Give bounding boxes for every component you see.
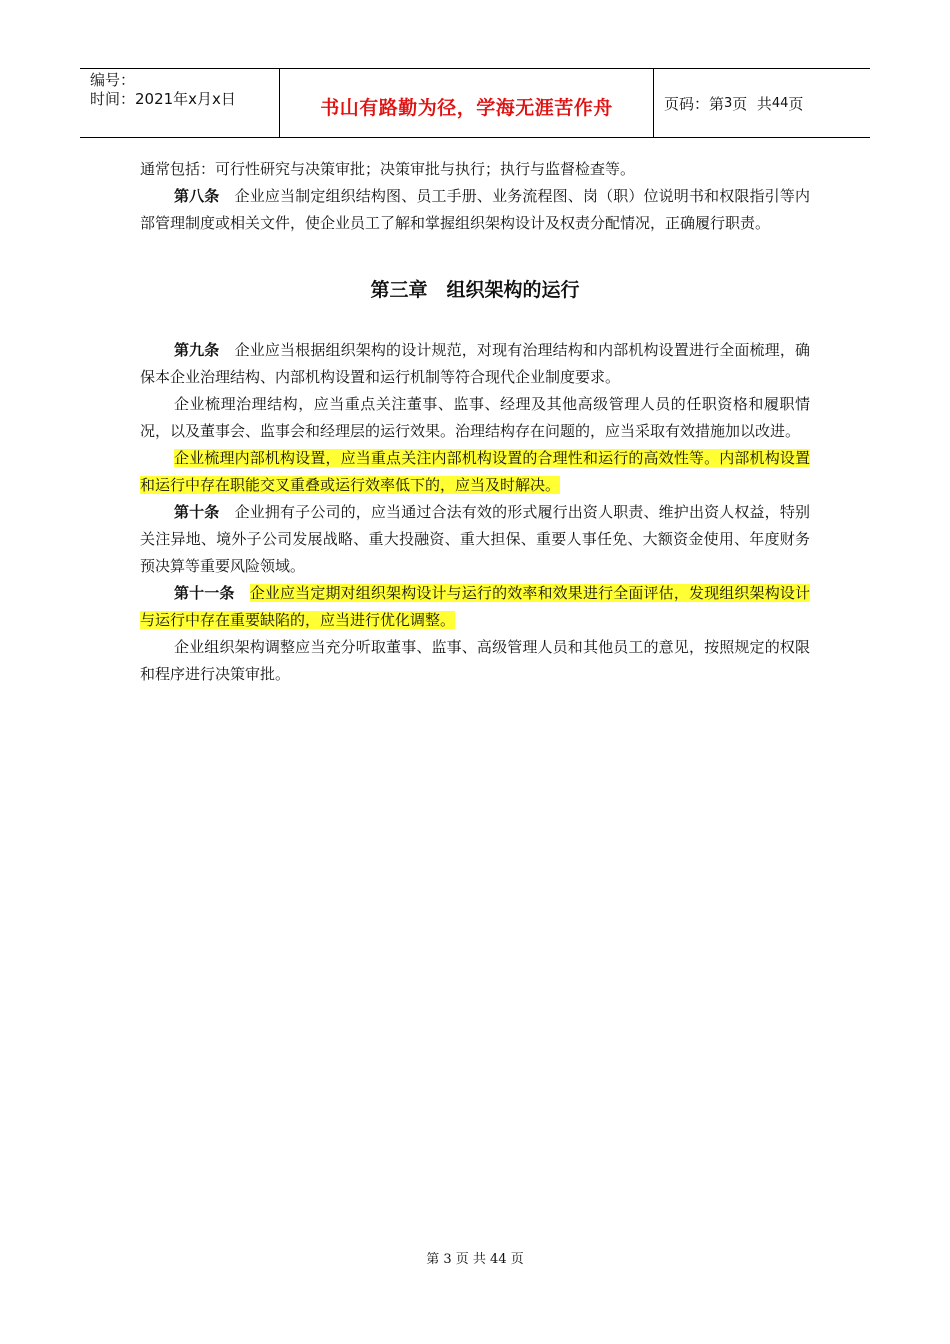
article-10-text: 企业拥有子公司的，应当通过合法有效的形式履行出资人职责、维护出资人权益，特别关注异地、境外子公司发展战略、重大投融资、重大担保、重要人事任免、大额资金使用、年度财务预决算等重要风险领域。 <box>140 503 810 575</box>
page-header <box>80 68 870 138</box>
header-meta-cell <box>80 69 280 137</box>
article-9-text: 企业应当根据组织架构的设计规范，对现有治理结构和内部机构设置进行全面梳理，确保本企业治理结构、内部机构设置和运行机制等符合现代企业制度要求。 <box>140 341 810 386</box>
page-mid: 页 共 <box>732 94 772 113</box>
article-8 <box>140 183 810 237</box>
code-label: 编号： <box>90 71 136 89</box>
article-9-label: 第九条 <box>174 341 220 359</box>
article-11-label: 第十一条 <box>174 584 235 602</box>
document-body <box>140 156 810 688</box>
article-11-para-2: 企业组织架构调整应当充分听取董事、监事、高级管理人员和其他员工的意见，按照规定的权限和程序进行决策审批。 <box>140 638 810 683</box>
page-suffix: 页 <box>788 94 804 113</box>
paragraph-continued: 通常包括：可行性研究与决策审批；决策审批与执行；执行与监督检查等。 <box>140 160 636 178</box>
time-label: 时间：2021年x月x日 <box>90 90 236 108</box>
chapter-title: 第三章 组织架构的运行 <box>370 279 580 301</box>
article-11-text: 企业应当定期对组织架构设计与运行的效率和效果进行全面评估，发现组织架构设计与运行中存在重要缺陷的，应当进行优化调整。 <box>140 584 810 629</box>
article-9-para-3 <box>140 445 810 499</box>
article-10-label: 第十条 <box>174 503 220 521</box>
article-11 <box>140 580 810 634</box>
article-10 <box>140 499 810 580</box>
header-motto-cell <box>280 69 654 137</box>
header-page-cell <box>654 69 870 137</box>
article-9 <box>140 337 810 391</box>
article-9-para-2: 企业梳理治理结构，应当重点关注董事、监事、经理及其他高级管理人员的任职资格和履职情况，以及董事会、监事会和经理层的运行效果。治理结构存在问题的，应当采取有效措施加以改进。 <box>140 395 810 440</box>
page-number: 3 <box>724 95 733 111</box>
motto-text: 书山有路勤为径，学海无涯苦作舟 <box>320 96 613 119</box>
article-8-text: 企业应当制定组织结构图、员工手册、业务流程图、岗（职）位说明书和权限指引等内部管理制度或相关文件，使企业员工了解和掌握组织架构设计及权责分配情况，正确履行职责。 <box>140 187 810 232</box>
article-8-label: 第八条 <box>174 187 220 205</box>
page-total: 44 <box>771 95 789 111</box>
page-prefix: 页码：第 <box>664 94 725 113</box>
highlighted-text: 企业梳理内部机构设置，应当重点关注内部机构设置的合理性和运行的高效性等。内部机构设置和运行中存在职能交叉重叠或运行效率低下的，应当及时解决。 <box>140 449 810 494</box>
page-footer: 第 3 页 共 44 页 <box>426 1252 524 1267</box>
